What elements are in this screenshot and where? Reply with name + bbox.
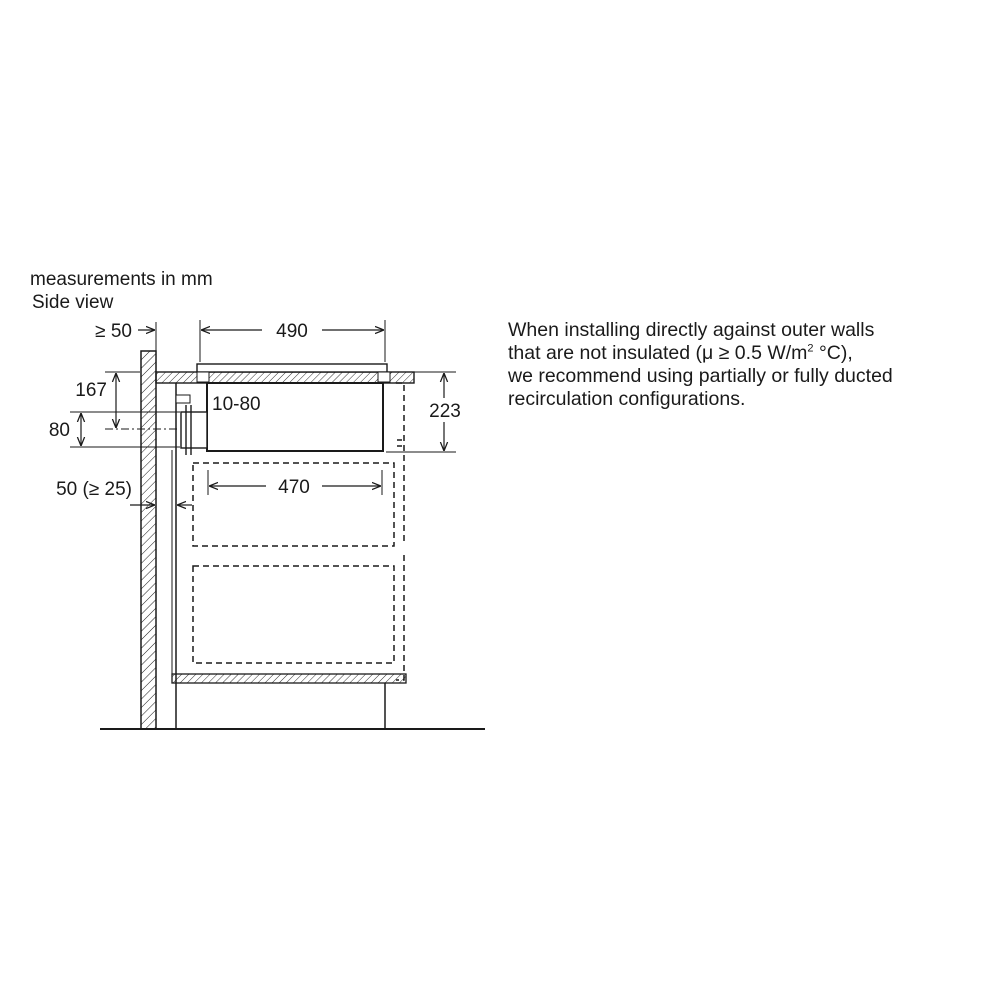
label-rear-depth: 167 (75, 380, 107, 401)
hob-glass-edge-right (378, 372, 390, 382)
label-drawer-width: 470 (278, 477, 310, 498)
drawer-upper (193, 463, 394, 546)
note-line (508, 342, 988, 365)
duct-connector (181, 412, 207, 448)
drawer-lower (193, 566, 394, 663)
cabinet-front-dashed (396, 383, 404, 545)
label-duct-height: 80 (48, 420, 70, 441)
installation-note (508, 319, 988, 411)
cabinet-bottom (172, 674, 406, 683)
note-line-text: that are not insulated (μ ≥ 0.5 W/m (508, 342, 808, 364)
hob-glass-edge-left (197, 372, 209, 382)
note-line: we recommend using partially or fully ducted (508, 365, 893, 387)
duct-bracket (176, 395, 190, 403)
note-line: When installing directly against outer walls (508, 319, 875, 341)
label-wall-gap: ≥ 50 (95, 321, 132, 342)
label-install-height: 223 (429, 401, 461, 422)
view-caption: Side view (32, 292, 114, 313)
label-duct-spacing: 10-80 (212, 394, 261, 415)
label-hob-width: 490 (276, 321, 308, 342)
hob-glass (197, 364, 387, 372)
outer-wall (141, 351, 156, 729)
worktop (156, 372, 414, 383)
label-rear-gap: 50 (≥ 25) (56, 479, 132, 500)
note-line: recirculation configurations. (508, 388, 746, 410)
units-caption: measurements in mm (30, 269, 213, 290)
note-line-text: °C), (813, 342, 853, 364)
cabinet-front-dashed-lower (396, 555, 404, 680)
superscript: 2 (807, 342, 814, 355)
